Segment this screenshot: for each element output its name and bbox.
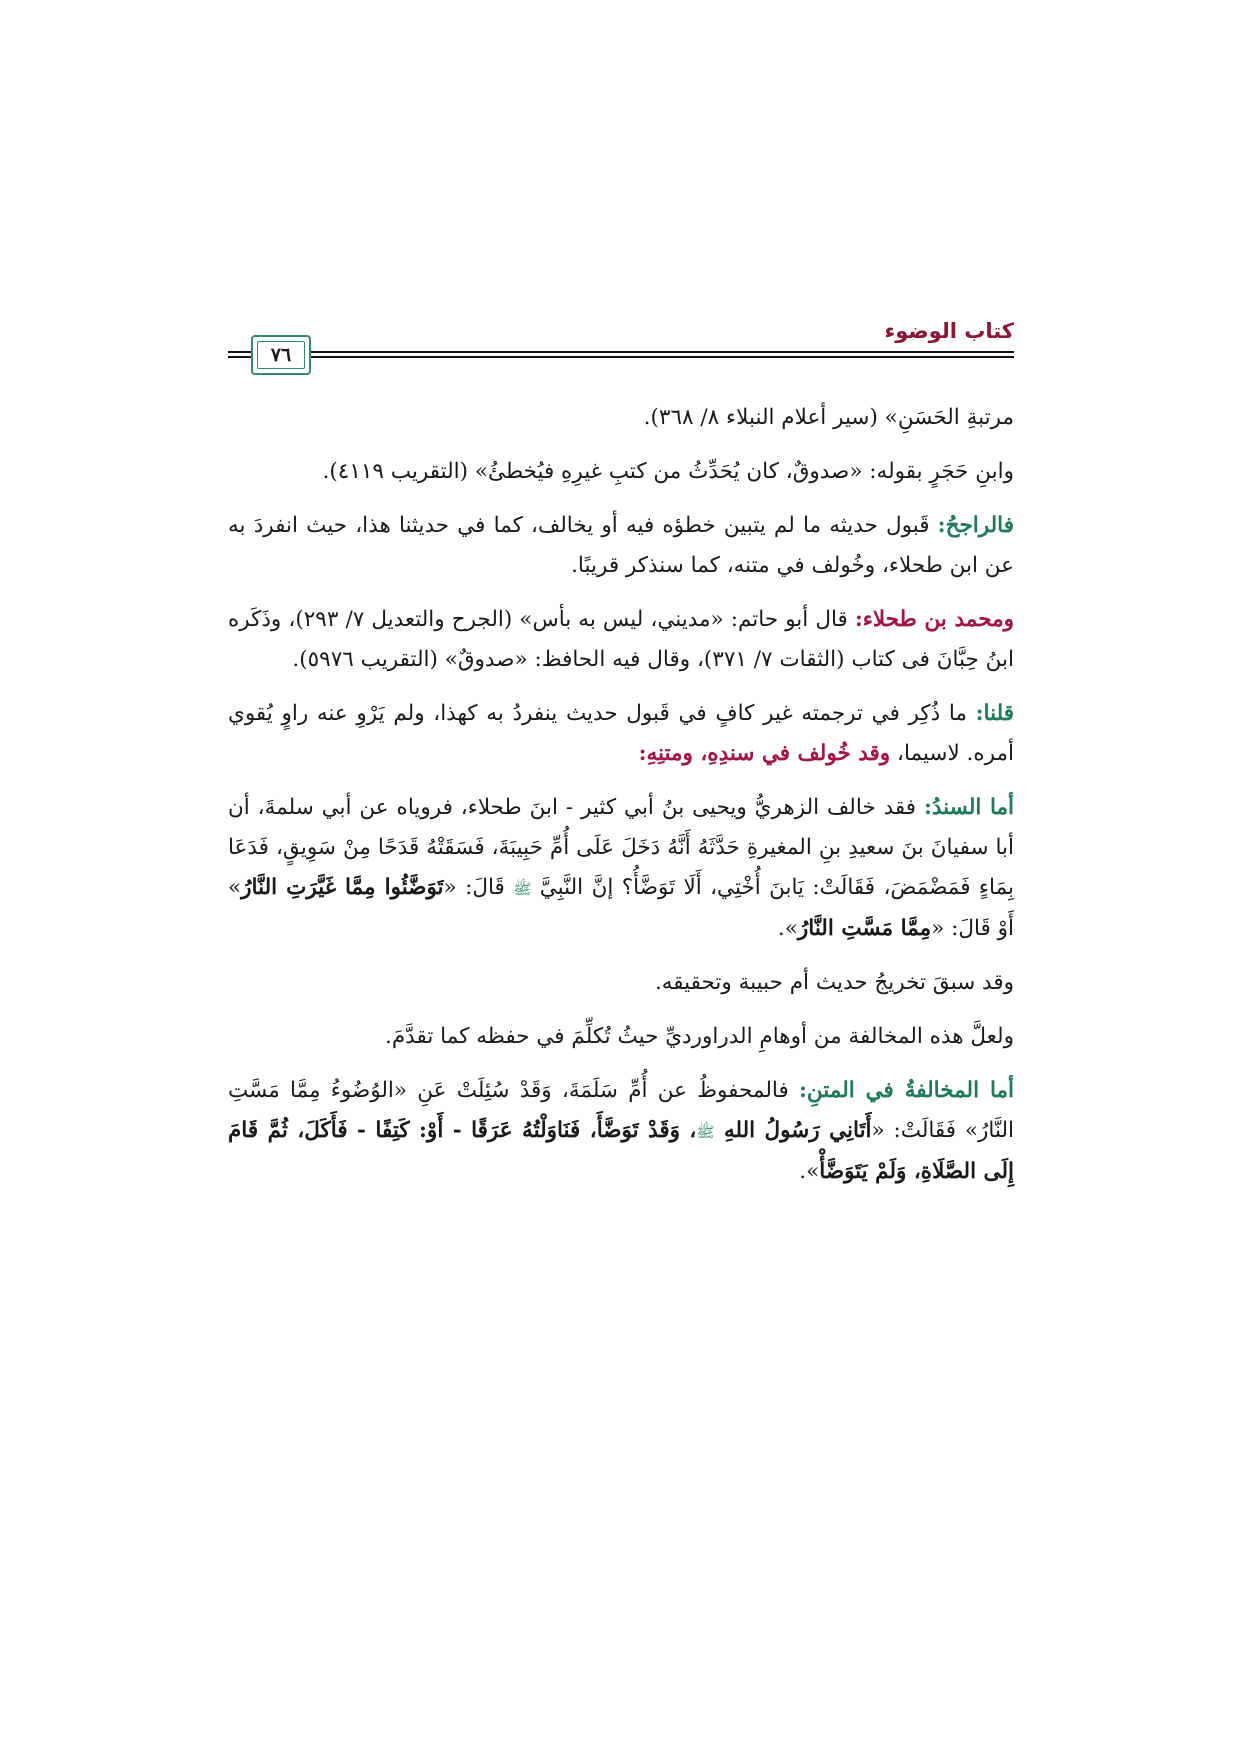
paragraph (228, 452, 1014, 492)
text-run: قَبول حديثه ما لم يتبين خطؤه فيه أو يخالف، كما في حديثنا هذا، حيث انفردَ به عن ابن طحلاء، وخُولف في متنه، كما سنذكر قريبًا. (228, 513, 1014, 578)
text-run: » أَوْ قَالَ: « (228, 875, 1014, 941)
text-run: فالمحفوظُ عن أُمِّ سَلَمَةَ، وَقَدْ سُئِلَتْ عَنِ «الوُضُوءُ مِمَّا مَسَّتِ النَّارُ» فَقَالَتْ: « (228, 1078, 1014, 1143)
text-run: وقد سبقَ تخريجُ حديث أم حبيبة وتحقيقه. (654, 970, 1014, 995)
section-label: قلنا: (975, 701, 1014, 726)
highlight-label: ومحمد بن طحلاء: (854, 607, 1015, 632)
section-label: أما السندُ: (923, 795, 1014, 820)
text-run: ما ذُكِر في ترجمته غير كافٍ في قَبول حديث ينفردُ به كهذا، ولم يَرْوِ عنه راوٍ يُقوي أمره. لاسيما، (228, 701, 1014, 766)
paragraph (228, 1017, 1014, 1057)
salutation-symbol: ﷺ (696, 1123, 715, 1141)
page-number: ٧٦ (257, 341, 305, 369)
salutation-symbol: ﷺ (513, 880, 532, 898)
paragraph (228, 963, 1014, 1003)
paragraph (228, 1071, 1014, 1192)
page-header (228, 305, 1014, 383)
section-label: أما المخالفةُ في المتنِ: (798, 1078, 1014, 1103)
hadith-text: تَوَضَّئُوا مِمَّا غَيَّرَتِ النَّارُ (241, 875, 444, 900)
text-run: ». (799, 1159, 820, 1184)
text-run: قَالَ: « (443, 875, 514, 900)
hadith-text: ، وَقَدْ تَوَضَّأَ، فَنَاوَلْتُهُ عَرَقًا - أَوْ: كَتِفًا - فَأَكَلَ، ثُمَّ قَامَ إِلَى الصَّلَاةِ، وَلَمْ يَتَوَضَّأْ (228, 1118, 1014, 1184)
paragraph (228, 694, 1014, 774)
text-run: مرتبةِ الحَسَنِ» (سير أعلام النبلاء ٨/ ٣٦٨). (643, 405, 1014, 430)
paragraph (228, 600, 1014, 680)
text-run: فقد خالف الزهريُّ ويحيى بنُ أبي كثير - ابنَ طحلاء، فروياه عن أبي سلمةَ، أن أبا سفيانَ بنَ سعيدِ بنِ المغيرةِ حَدَّثَهُ أَنَّهُ دَخَلَ عَلَى أُمِّ حَبِيبَةَ، فَسَقَتْهُ قَدَحًا مِنْ سَوِيقٍ، فَدَعَا بِمَاءٍ فَمَضْمَضَ، فَقَالَتْ: يَابنَ أُخْتِي، أَلَا تَوَضَّأُ؟ إنَّ النَّبِيَّ (228, 795, 1014, 900)
paragraph (228, 788, 1014, 949)
hadith-text: مِمَّا مَسَّتِ النَّارُ (797, 916, 932, 941)
text-run: وابنِ حَجَرٍ بقوله: «صدوقٌ، كان يُحَدِّثُ من كتبِ غيرِهِ فيُخطئُ» (التقريب ٤١١٩). (322, 459, 1014, 484)
book-title: كتاب الوضوء (884, 319, 1014, 343)
header-rule-top (228, 351, 1014, 353)
text-run: ولعلَّ هذه المخالفة من أوهامِ الدراورديِّ حيثُ تُكلِّمَ في حفظه كما تقدَّمَ. (385, 1024, 1014, 1049)
text-run: قال أبو حاتم: «مديني، ليس به بأس» (الجرح والتعديل ٧/ ٢٩٣)، وذَكَره ابنُ حِبَّانَ فى كتاب (الثقات ٧/ ٣٧١)، وقال فيه الحافظ: «صدوقٌ» (التقريب ٥٩٧٦). (228, 607, 1014, 672)
header-rule-bottom (228, 356, 1014, 358)
main-text (228, 398, 1014, 1206)
highlight-label: وقد خُولف في سندِهِ، ومتنِهِ: (638, 741, 891, 766)
paragraph (228, 506, 1014, 586)
paragraph (228, 398, 1014, 438)
hadith-text: أَتَانِي رَسُولُ اللهِ (714, 1118, 872, 1143)
section-label: فالراجحُ: (937, 513, 1014, 538)
text-run: ». (777, 916, 798, 941)
page-number-frame (251, 335, 311, 375)
